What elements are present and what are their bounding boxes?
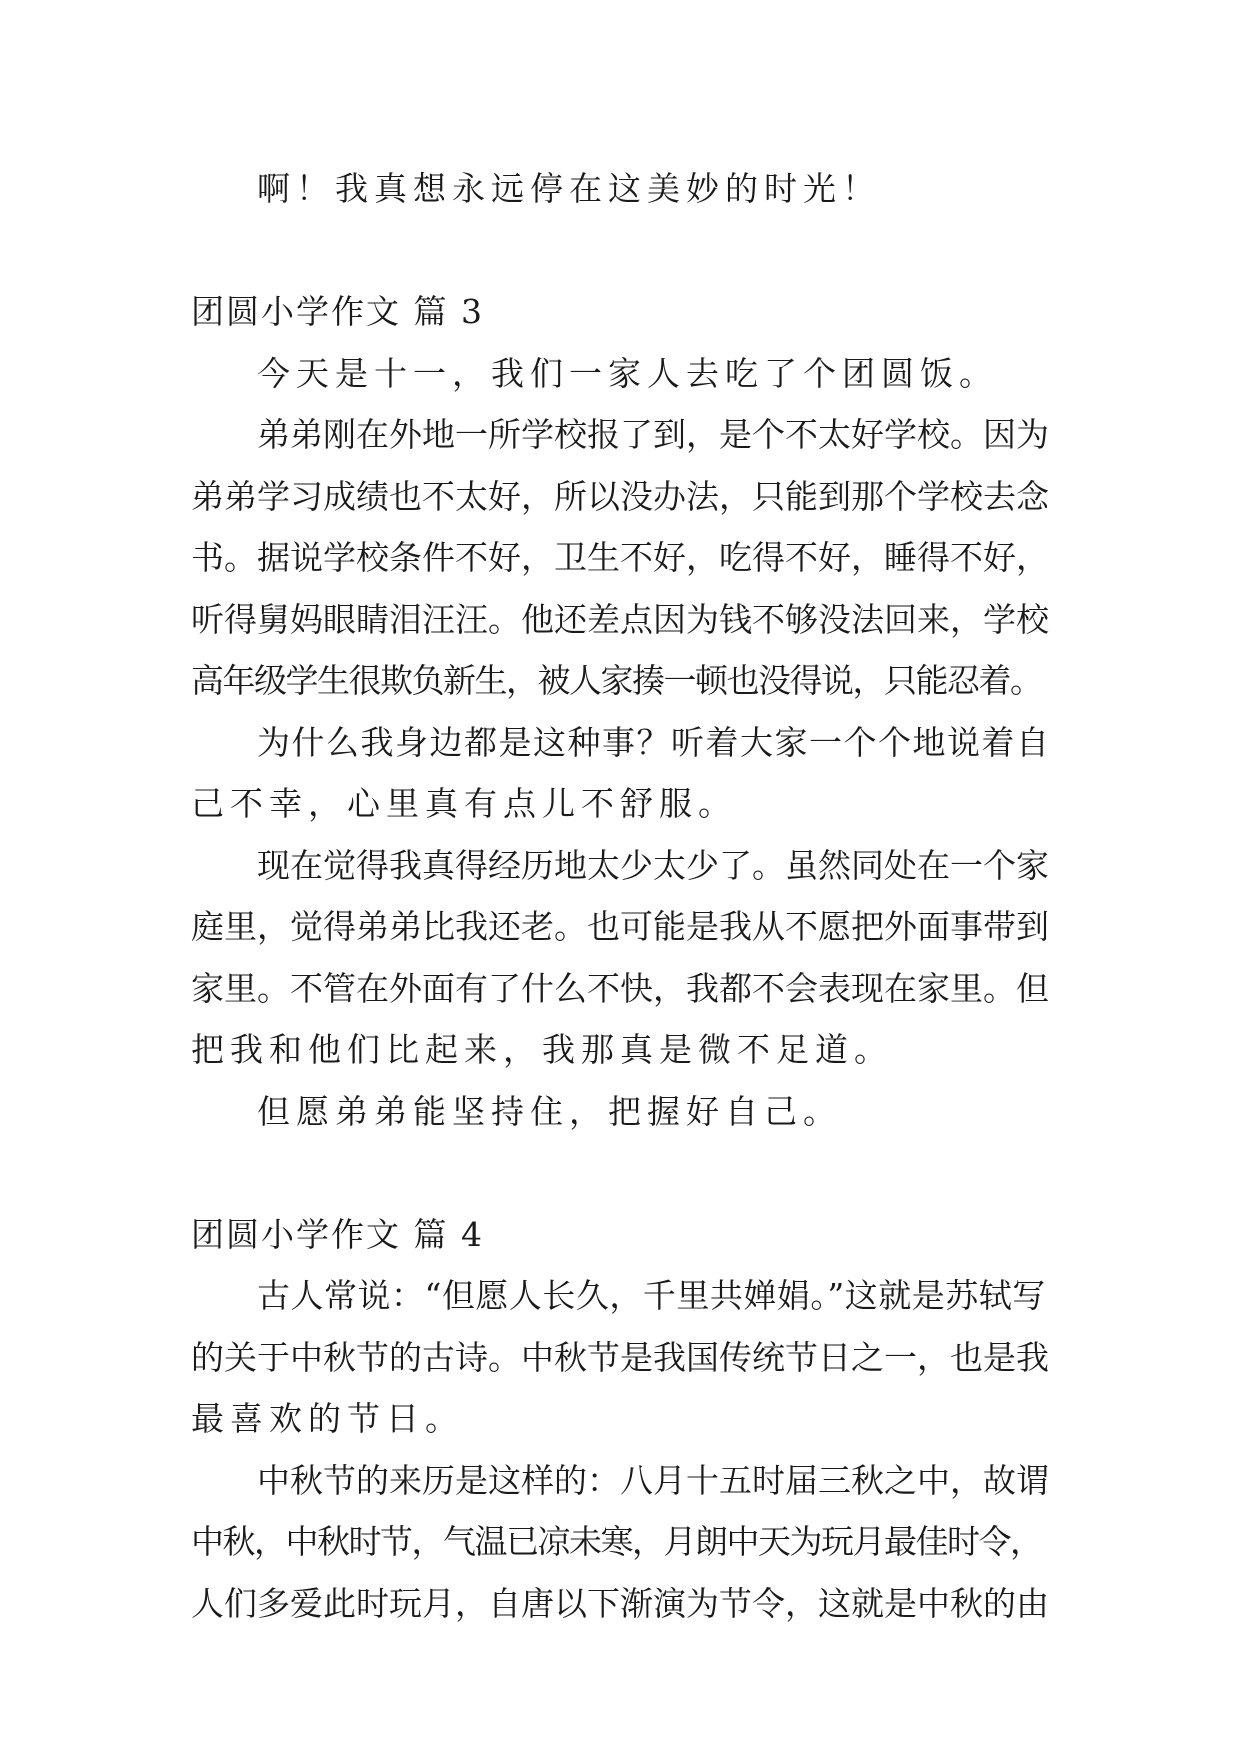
paragraph: [191, 404, 1051, 712]
section-gap: [191, 220, 1051, 282]
paragraph: [191, 343, 1051, 405]
paragraph-line: 为什么我身边都是这种事？听着大家一个个地说着自: [257, 722, 1051, 762]
paragraph: [191, 712, 1051, 835]
paragraph: [191, 158, 1051, 220]
paragraph-line: 庭里，觉得弟弟比我还老。也可能是我从不愿把外面事带到: [191, 907, 1049, 946]
paragraph-line: 古人常说：“但愿人长久，千里共婵娟。”这就是苏轼写: [257, 1276, 1046, 1315]
paragraph-line: 中秋节的来历是这样的：八月十五时届三秋之中，故谓: [257, 1460, 1049, 1500]
paragraph-line: 现在觉得我真得经历地太少太少了。虽然同处在一个家: [257, 845, 1049, 885]
document-page: [191, 158, 1051, 1634]
paragraph-line: 把我和他们比起来，我那真是微不足道。: [191, 1030, 893, 1069]
paragraph-line: 人们多爱此时玩月，自唐以下渐演为节令，这就是中秋的由: [191, 1583, 1049, 1623]
paragraph-line: 高年级学生很欺负新生，被人家揍一顿也没得说，只能忍着。: [191, 661, 1042, 700]
paragraph-line: 书。据说学校条件不好，卫生不好，吃得不好，睡得不好，: [191, 538, 1049, 577]
paragraph: [191, 1265, 1051, 1450]
essay-heading: 团圆小学作文 篇 4: [191, 1214, 484, 1254]
essay-heading: 团圆小学作文 篇 3: [191, 292, 484, 331]
paragraph-line: 今天是十一，我们一家人去吃了个团圆饭。: [257, 353, 998, 393]
paragraph: [191, 1450, 1051, 1635]
paragraph-line: 弟弟刚在外地一所学校报了到，是个不太好学校。因为: [257, 415, 1049, 454]
paragraph-line: 听得舅妈眼睛泪汪汪。他还差点因为钱不够没法回来，学校: [191, 599, 1049, 639]
section-gap: [191, 1142, 1051, 1204]
paragraph-line: 家里。不管在外面有了什么不快，我都不会表现在家里。但: [191, 968, 1049, 1008]
paragraph-line: 啊！我真想永远停在这美妙的时光！: [257, 169, 881, 208]
paragraph-line: 中秋，中秋时节，气温已凉未寒，月朗中天为玩月最佳时令，: [191, 1522, 1042, 1561]
paragraph-line: 弟弟学习成绩也不太好，所以没办法，只能到那个学校去念: [191, 476, 1049, 516]
paragraph-line: 的关于中秋节的古诗。中秋节是我国传统节日之一，也是我: [191, 1337, 1049, 1377]
paragraph-line: 但愿弟弟能坚持住，把握好自己。: [257, 1091, 842, 1131]
paragraph-line: 最喜欢的节日。: [191, 1399, 464, 1438]
paragraph: [191, 835, 1051, 1081]
paragraph: [191, 1081, 1051, 1143]
paragraph-line: 己不幸，心里真有点儿不舒服。: [191, 784, 737, 823]
